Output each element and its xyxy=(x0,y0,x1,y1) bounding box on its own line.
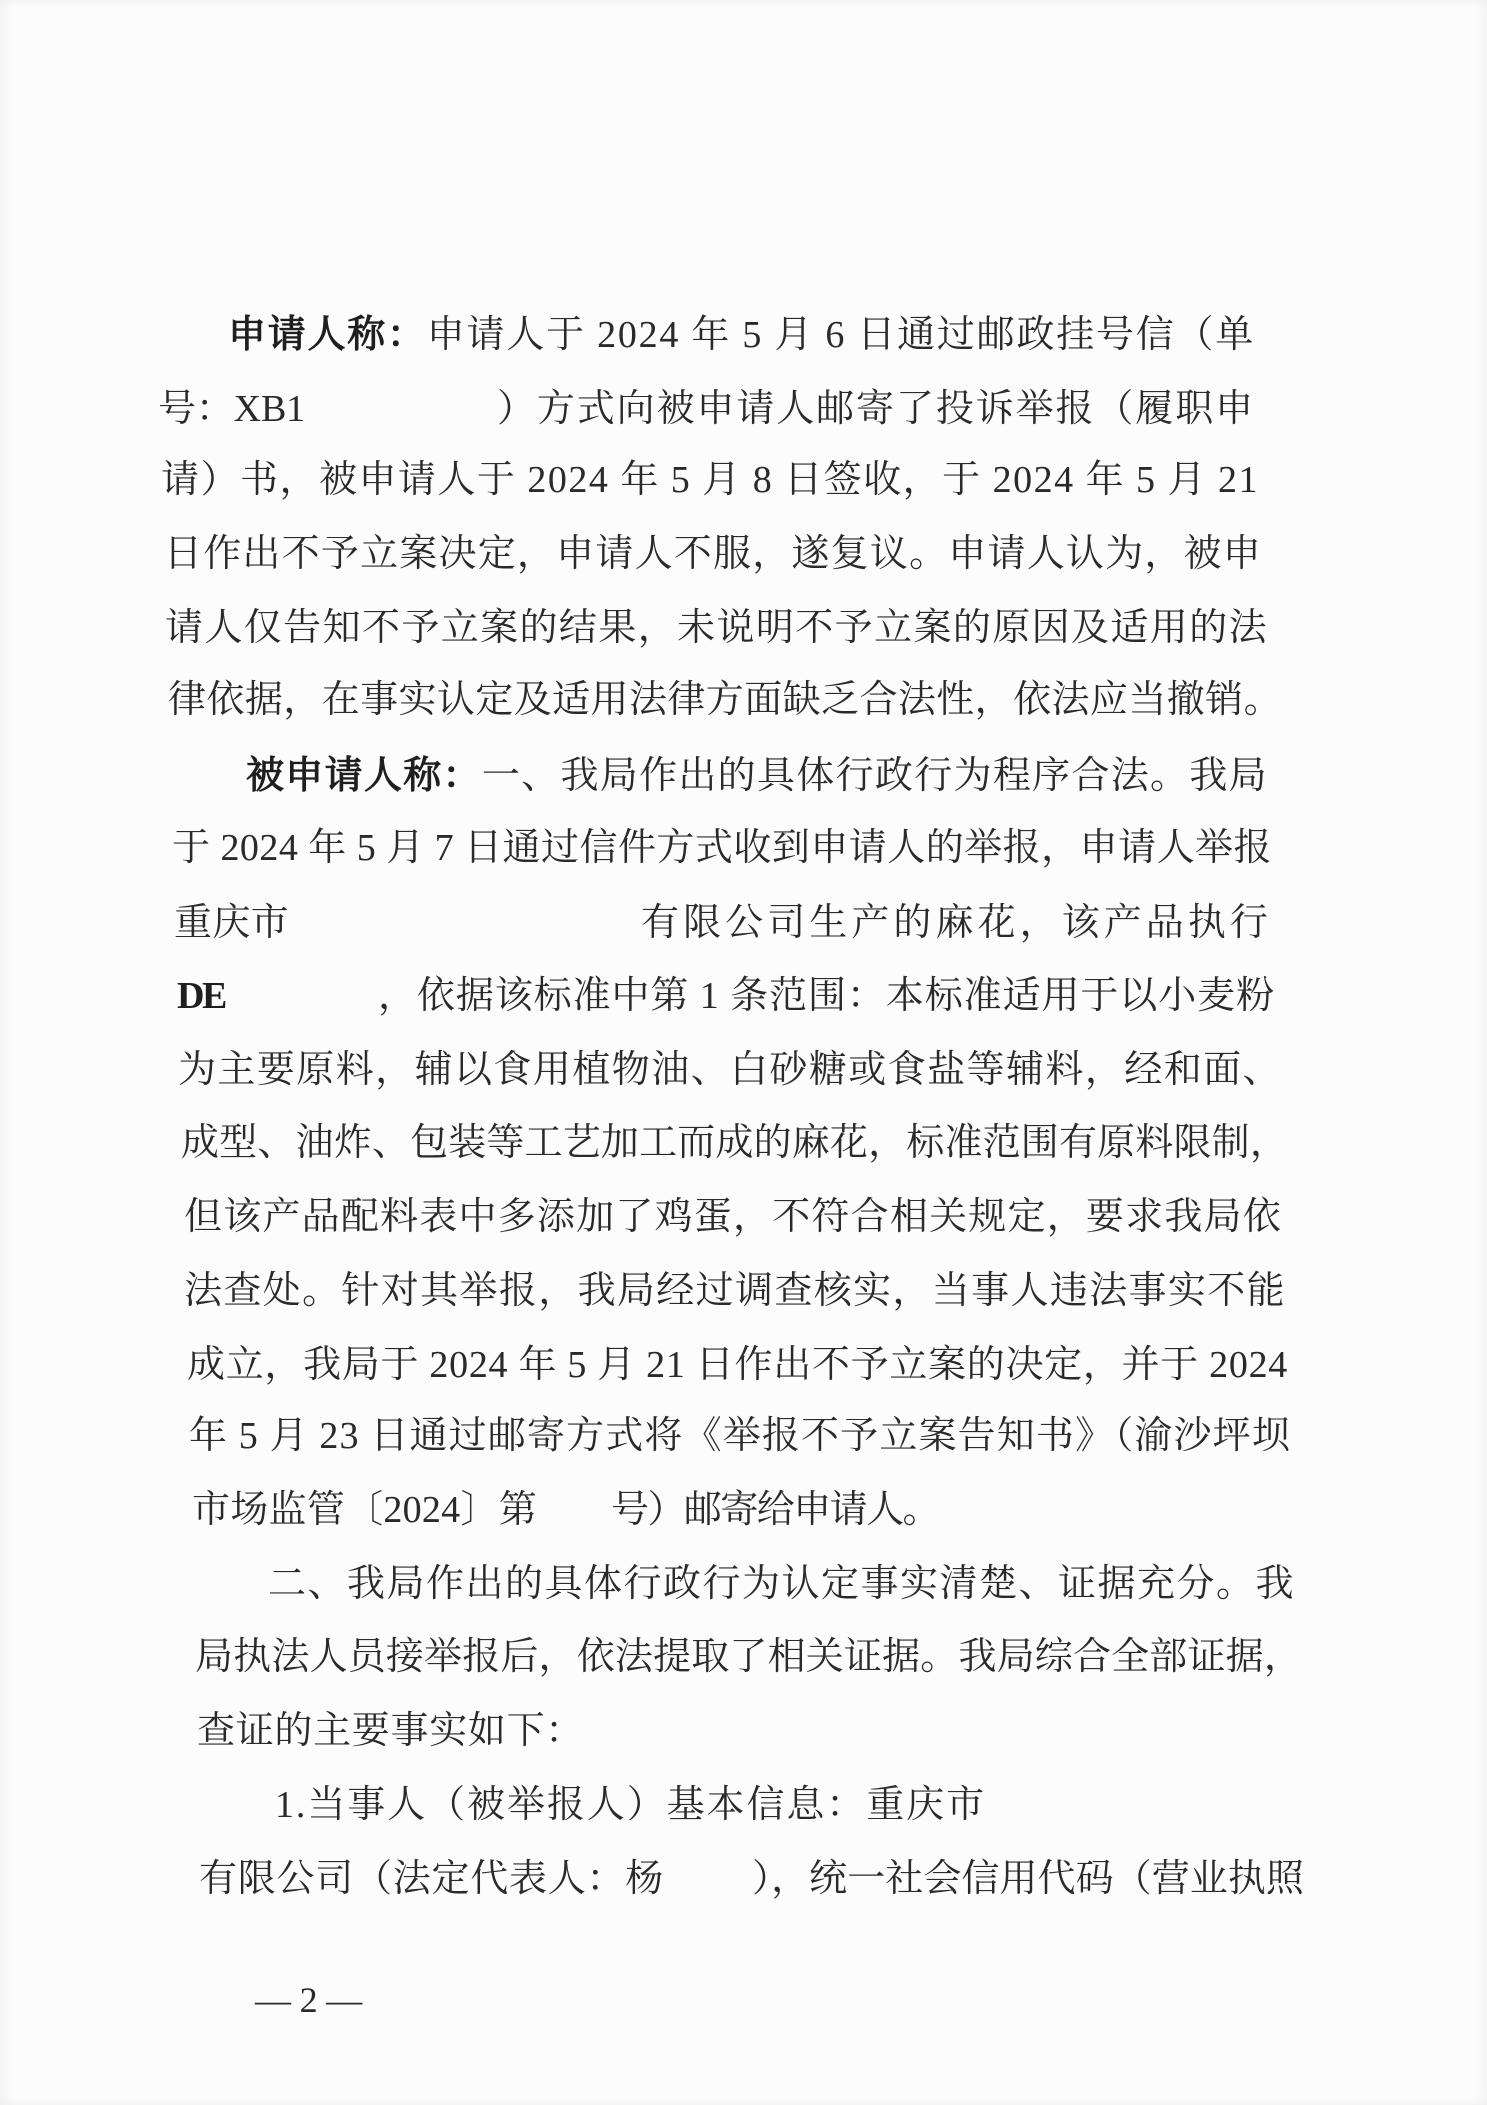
line-text: 但该产品配料表中多添加了鸡蛋，不符合相关规定，要求我局依 xyxy=(184,1196,1282,1238)
line-text: 号）邮寄给申请人。 xyxy=(611,1489,939,1531)
line-text: 律依据，在事实认定及适用法律方面缺乏合法性，依法应当撤销。 xyxy=(168,679,1282,721)
text-line xyxy=(192,1487,537,1533)
text-line xyxy=(168,677,1282,723)
text-line xyxy=(378,973,1275,1019)
text-line xyxy=(228,312,1255,358)
line-text: 于 2024 年 5 月 7 日通过信件方式收到申请人的举报，申请人举报 xyxy=(172,827,1272,869)
line-text: 成型、油炸、包装等工艺加工而成的麻花，标准范围有原料限制， xyxy=(181,1122,1288,1164)
page-number-text: — 2 — xyxy=(255,1980,363,2020)
text-line xyxy=(161,457,1259,503)
line-text: ），统一社会信用代码（营业执照 xyxy=(752,1858,1304,1900)
line-text: 一、我局作出的具体行政行为程序合法。我局 xyxy=(481,755,1268,797)
line-text: 法查处。针对其举报，我局经过调查核实，当事人违法事实不能 xyxy=(184,1270,1286,1312)
line-text: 申请人于 2024 年 5 月 6 日通过邮政挂号信（单 xyxy=(426,314,1255,356)
text-line xyxy=(158,386,305,432)
text-line xyxy=(497,386,1255,432)
line-text: 号：XB1 xyxy=(158,388,305,430)
text-line xyxy=(752,1856,1304,1902)
page-number xyxy=(255,1977,362,2023)
text-line xyxy=(181,1120,1288,1166)
line-text: 成立，我局于 2024 年 5 月 21 日作出不予立案的决定，并于 2024 xyxy=(187,1344,1288,1386)
text-line xyxy=(177,973,225,1019)
text-line xyxy=(189,1413,1291,1459)
line-text: 局执法人员接举报后，依法提取了相关证据。我局综合全部证据， xyxy=(195,1636,1302,1678)
line-text: 市场监管〔2024〕第 xyxy=(192,1489,537,1531)
line-text: 请人仅告知不予立案的结果，未说明不予立案的原因及适用的法 xyxy=(165,607,1268,649)
standard-code-text: DE xyxy=(177,975,225,1017)
line-text: 二、我局作出的具体行政行为认定事实清楚、证据充分。我 xyxy=(268,1563,1295,1605)
line-text: 年 5 月 23 日通过邮寄方式将《举报不予立案告知书》（渝沙坪坝 xyxy=(189,1415,1291,1457)
text-line xyxy=(165,605,1268,651)
line-text: ，依据该标准中第 1 条范围：本标准适用于以小麦粉 xyxy=(378,975,1275,1017)
text-line xyxy=(268,1561,1295,1607)
line-text: ）方式向被申请人邮寄了投诉举报（履职申 xyxy=(497,388,1255,430)
line-text: 为主要原料，辅以食用植物油、白砂糖或食盐等辅料，经和面、 xyxy=(178,1049,1282,1091)
text-line xyxy=(611,1487,939,1533)
line-text: 有限公司（法定代表人：杨 xyxy=(199,1858,664,1900)
text-line xyxy=(187,1342,1288,1388)
line-text: 请）书，被申请人于 2024 年 5 月 8 日签收，于 2024 年 5 月 21 xyxy=(161,459,1259,501)
text-line xyxy=(178,1047,1282,1093)
text-line xyxy=(199,1856,664,1902)
line-text: 日作出不予立案决定，申请人不服，遂复议。申请人认为，被申 xyxy=(164,533,1262,575)
text-line xyxy=(172,825,1272,871)
text-line xyxy=(275,1782,986,1828)
line-text: 1.当事人（被举报人）基本信息：重庆市 xyxy=(275,1784,986,1826)
applicant-statement-label: 申请人称： xyxy=(228,314,427,356)
line-text: 查证的主要事实如下： xyxy=(197,1710,584,1752)
line-text: 重庆市 xyxy=(174,902,289,944)
line-text: 有限公司生产的麻花，该产品执行 xyxy=(641,902,1272,944)
respondent-statement-label: 被申请人称： xyxy=(246,755,482,797)
text-line xyxy=(174,900,289,946)
text-line xyxy=(197,1708,584,1754)
text-line xyxy=(641,900,1272,946)
text-line xyxy=(246,753,1268,799)
text-line xyxy=(184,1194,1282,1240)
text-line xyxy=(164,531,1262,577)
text-line xyxy=(195,1634,1302,1680)
text-line xyxy=(184,1268,1286,1314)
